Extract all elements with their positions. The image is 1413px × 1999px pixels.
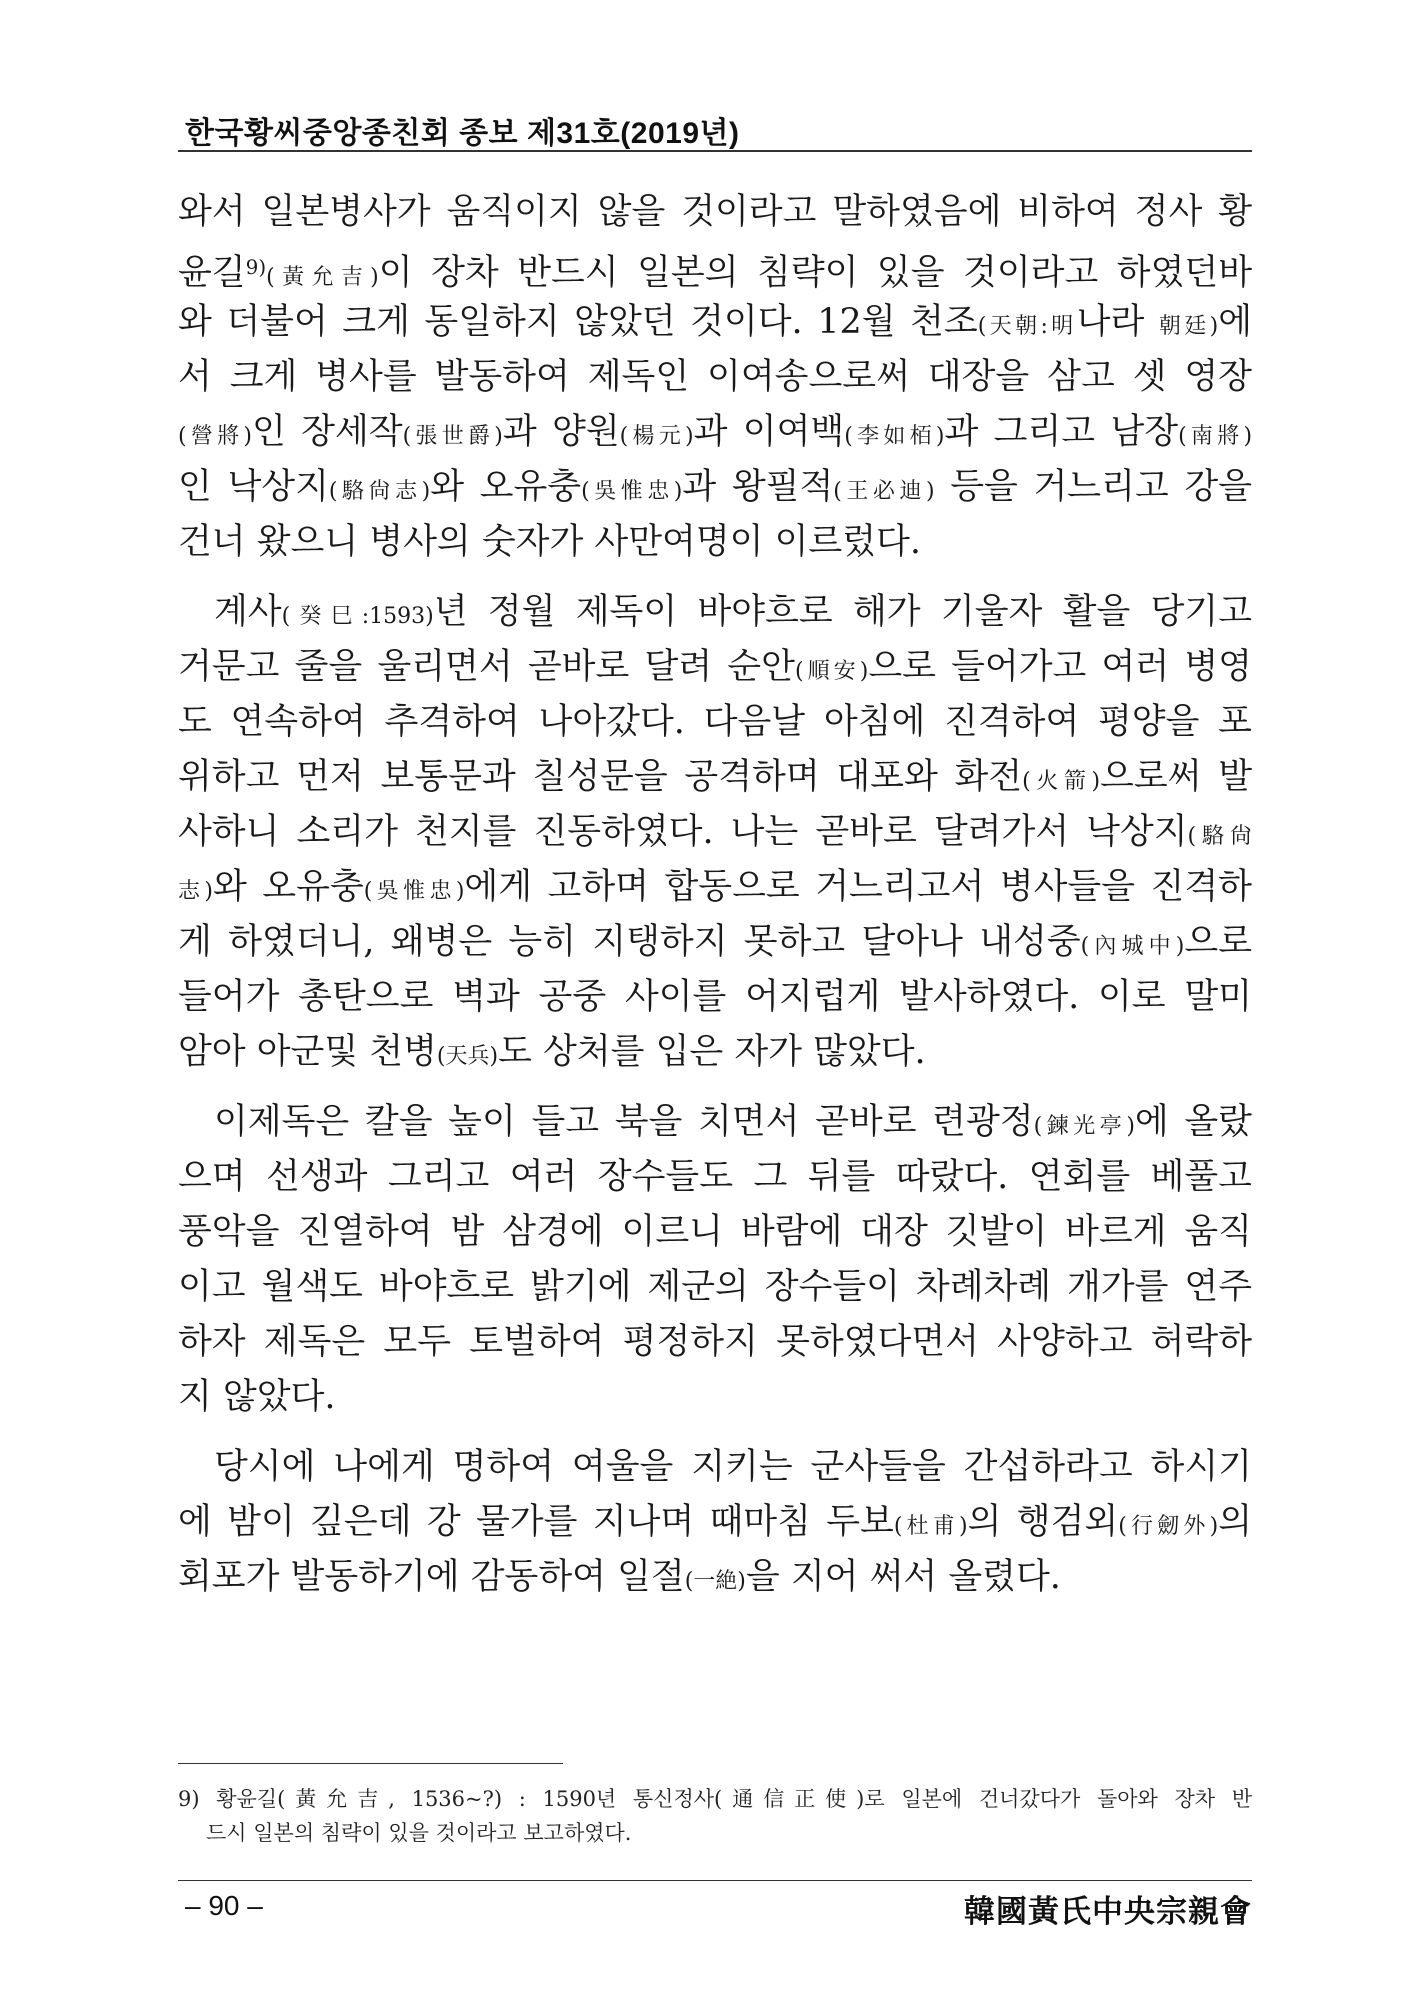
text-run: 으로 들어가고 여러 병영 [868,647,1252,687]
text-run: 에 [1218,302,1252,342]
text-run: 도 상처를 입은 자가 많았다. [498,1032,926,1072]
text-run: 도 연속하여 추격하여 나아갔다. 다음날 아침에 진격하여 평양을 포 [178,702,1252,742]
footnote-divider [178,1763,563,1764]
text-run: 과 이여백 [693,412,845,452]
text-run: 와 오유충 [212,867,364,907]
text-run: 와서 일본병사가 움직이지 않을 것이라고 말하였음에 비하여 정사 황 [178,192,1252,232]
text-run: 과 그리고 남장 [944,412,1179,452]
hanja-annotation: (吳惟忠) [363,879,465,904]
text-line [178,1315,1252,1370]
text-run: 암아 아군및 천병 [178,1032,437,1072]
text-run: 인 낙상지 [178,467,329,507]
hanja-annotation: (李如栢) [844,424,945,449]
hanja-annotation: 朝廷) [1158,314,1219,339]
text-line [178,405,1252,460]
text-line [178,970,1252,1025]
text-run: 위하고 먼저 보통문과 칠성문을 공격하며 대포와 화전 [178,757,1023,797]
text-run: 와 오유충 [430,467,582,507]
text-line [178,1095,1252,1150]
hanja-annotation: (吳惟忠) [581,479,683,504]
text-line [178,1495,1252,1550]
text-run: 에 올랐 [1134,1102,1252,1142]
text-line [178,1260,1252,1315]
text-run: 의 [1218,1502,1253,1542]
text-line [178,460,1252,515]
text-run: 지 않았다. [178,1377,336,1417]
footnote [178,1782,1252,1850]
text-line [178,860,1252,915]
text-run: 사하니 소리가 천지를 진동하였다. 나는 곧바로 달려가서 낙상지 [178,812,1188,852]
text-run: 에게 고하며 합동으로 거느리고서 병사들을 진격하 [464,867,1252,907]
text-line [178,585,1252,640]
footnote-line-2: 드시 일본의 침략이 있을 것이라고 보고하였다. [206,1821,632,1845]
text-line [178,640,1252,695]
text-run: 당시에 나에게 명하여 여울을 지키는 군사들을 간섭하라고 하시기 [214,1447,1252,1487]
hanja-annotation: (鍊光亭) [1033,1114,1135,1139]
text-line [178,1025,1252,1080]
text-run: 에 밤이 깊은데 강 물가를 지나며 때마침 두보 [178,1502,894,1542]
text-run: 게 하였더니, 왜병은 능히 지탱하지 못하고 달아나 내성중 [178,922,1081,962]
hanja-annotation: (天兵) [436,1044,499,1069]
hanja-annotation: (癸巳:1593) [281,604,434,629]
text-run: 인 장세작 [251,412,403,452]
text-run: 하자 제독은 모두 토벌하여 평정하지 못하였다면서 사양하고 허락하 [178,1322,1252,1362]
text-run: 등을 거느리고 강을 [934,467,1253,507]
paragraph [178,585,1252,1080]
text-line [178,1370,1252,1425]
paragraph [178,185,1252,570]
hanja-annotation: (黃允吉) [266,265,379,290]
text-run: 건너 왔으니 병사의 숫자가 사만여명이 이르렀다. [178,522,921,562]
hanja-annotation: (內城中) [1080,934,1185,959]
paragraph [178,1440,1252,1605]
hanja-annotation: (一絶) [684,1569,746,1594]
text-line [178,515,1252,570]
text-run: 계사 [214,592,282,632]
footnote-line-1: 9) 황윤길(黃允吉, 1536~?) : 1590년 통신정사(通信正使)로 일본에 건너갔다가 돌아와 장차 반 [178,1787,1252,1811]
text-line [178,1440,1252,1495]
text-line [178,1150,1252,1205]
text-run: 들어가 총탄으로 벽과 공중 사이를 어지럽게 발사하였다. 이로 말미 [178,977,1252,1017]
footer-organization-name: 韓國黃氏中央宗親會 [964,1894,1252,1930]
hanja-annotation: (南將) [1178,424,1253,449]
publication-header: 한국황씨중앙종친회 종보 제31호(2019년) [185,117,740,150]
hanja-annotation: (火箭) [1022,769,1101,794]
text-line [178,750,1252,805]
text-run: 년 정월 제독이 바야흐로 해가 기울자 활을 당기고 [433,592,1252,632]
hanja-annotation: (杜甫) [893,1514,968,1539]
page-number: – 90 – [185,1890,263,1921]
article-body [178,185,1252,1620]
text-run: 나라 [1076,302,1159,342]
text-run: 이제독은 칼을 높이 들고 북을 치면서 곧바로 련광정 [214,1102,1034,1142]
text-run: 이고 월색도 바야흐로 밝기에 제군의 장수들이 차례차례 개가를 연주 [178,1267,1252,1307]
text-run: 으로써 발 [1100,757,1253,797]
text-line [178,240,1252,295]
hanja-annotation: (營將) [178,424,252,449]
text-run: 풍악을 진열하여 밤 삼경에 이르니 바람에 대장 깃발이 바르게 움직 [178,1212,1252,1252]
text-line [178,185,1252,240]
text-run: 거문고 줄을 울리면서 곧바로 달려 순안 [178,647,795,687]
hanja-annotation: (駱尙 [1187,824,1252,849]
hanja-annotation: (王必迪) [833,479,935,504]
text-run: 윤길 [178,253,246,293]
hanja-annotation: (行劒外) [1118,1514,1219,1539]
text-line [178,350,1252,405]
hanja-annotation: (張世爵) [402,424,503,449]
text-line [178,295,1252,350]
hanja-annotation: (駱尙志) [328,479,431,504]
text-line [178,915,1252,970]
text-run: 의 행검외 [967,1502,1119,1542]
hanja-annotation: 志) [178,879,213,904]
footnote-reference: 9) [245,255,267,279]
text-run: 과 양원 [502,412,620,452]
text-run: 회포가 발동하기에 감동하여 일절 [178,1557,685,1597]
footer-divider [178,1880,1252,1881]
hanja-annotation: (楊元) [619,424,694,449]
text-run: 와 더불어 크게 동일하지 않았던 것이다. 12월 천조 [178,302,978,342]
text-line [178,805,1252,860]
text-run: 서 크게 병사를 발동하여 제독인 이여송으로써 대장을 삼고 셋 영장 [178,357,1252,397]
text-run: 으로 [1184,922,1253,962]
text-run: 이 장차 반드시 일본의 침략이 있을 것이라고 하였던바 [378,253,1253,293]
text-line [178,1205,1252,1260]
text-run: 을 지어 써서 올렸다. [745,1557,1061,1597]
header-divider [178,150,1252,152]
text-line [178,1550,1252,1605]
text-run: 과 왕필적 [682,467,834,507]
text-run: 으며 선생과 그리고 여러 장수들도 그 뒤를 따랐다. 연회를 베풀고 [178,1157,1252,1197]
hanja-annotation: (順安) [794,659,869,684]
paragraph [178,1095,1252,1425]
text-line [178,695,1252,750]
hanja-annotation: (天朝:明 [977,314,1077,339]
